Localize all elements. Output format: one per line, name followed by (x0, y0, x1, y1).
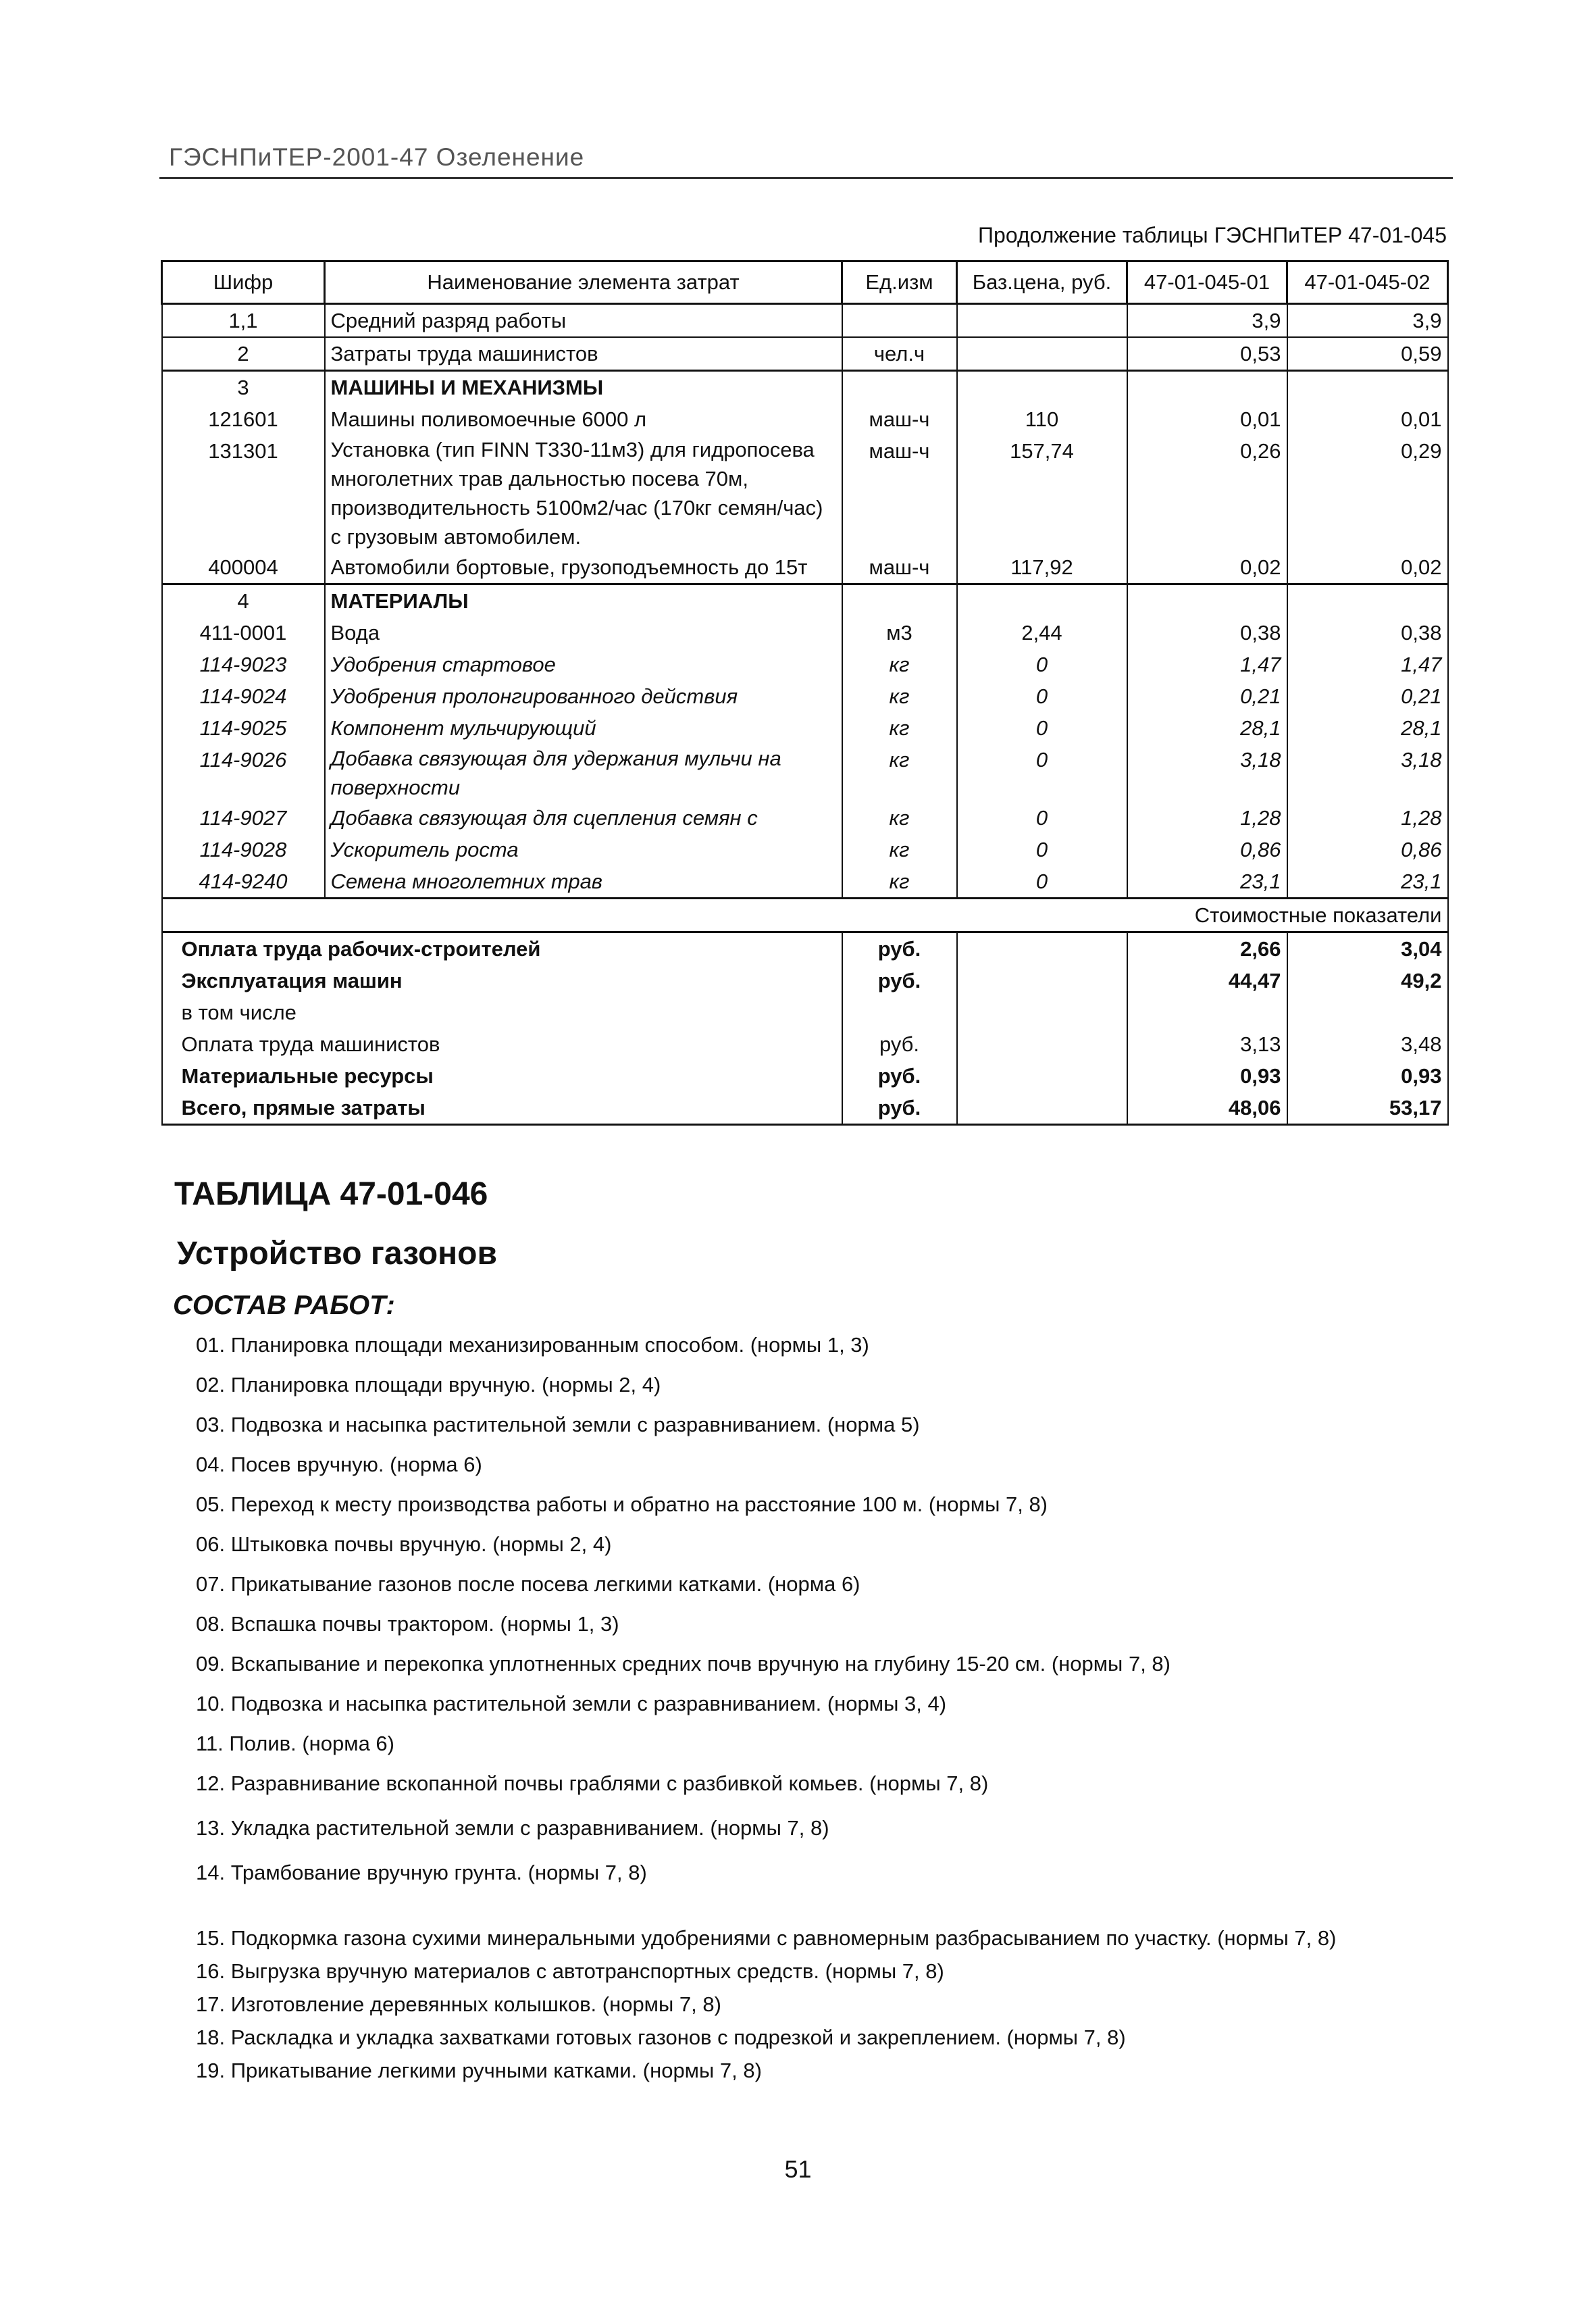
work-item: 07. Прикатывание газонов после посева легкими катками. (норма 6) (196, 1572, 860, 1596)
cell-norm-02: 1,47 (1287, 649, 1448, 680)
cell-price: 0 (957, 649, 1127, 680)
table-row (162, 712, 1448, 744)
work-item: 16. Выгрузка вручную материалов с автотранспортных средств. (нормы 7, 8) (196, 1959, 944, 1983)
cell-code: 400004 (162, 551, 325, 584)
work-item: 10. Подвозка и насыпка растительной земли с разравниванием. (нормы 3, 4) (196, 1692, 947, 1715)
cost-norm-01 (1127, 997, 1287, 1028)
cell-price (957, 584, 1127, 618)
cell-unit (842, 304, 957, 338)
running-header: ГЭСНПиТЕР-2001-47 Озеленение (169, 143, 585, 171)
cost-unit (842, 997, 957, 1028)
table-row (162, 834, 1448, 865)
cell-norm-01 (1127, 371, 1287, 404)
cell-norm-01: 28,1 (1127, 712, 1287, 744)
cell-unit: кг (842, 680, 957, 712)
cost-norm-02: 49,2 (1287, 965, 1448, 997)
cost-row (162, 997, 1448, 1028)
cell-name: Машины поливомоечные 6000 л (325, 403, 842, 435)
cost-unit: руб. (842, 1092, 957, 1125)
cell-unit (842, 584, 957, 618)
table-row (162, 403, 1448, 435)
table-row (162, 865, 1448, 899)
cell-norm-01: 0,53 (1127, 337, 1287, 371)
column-header-price: Баз.цена, руб. (957, 261, 1127, 304)
cell-unit: кг (842, 802, 957, 834)
work-item: 04. Посев вручную. (норма 6) (196, 1453, 482, 1476)
work-item: 17. Изготовление деревянных колышков. (нормы 7, 8) (196, 1992, 721, 2016)
cost-row (162, 932, 1448, 965)
table-title: ТАБЛИЦА 47-01-046 (174, 1176, 488, 1212)
cell-norm-02: 0,38 (1287, 617, 1448, 649)
table-row (162, 617, 1448, 649)
cell-norm-02 (1287, 584, 1448, 618)
cost-name: Всего, прямые затраты (162, 1092, 842, 1125)
work-item: 18. Раскладка и укладка захватками готовых газонов с подрезкой и закреплением. (нормы 7, 8) (196, 2026, 1126, 2049)
cost-unit: руб. (842, 1028, 957, 1060)
cell-unit: кг (842, 834, 957, 865)
cell-name: Удобрения пролонгированного действия (325, 680, 842, 712)
cell-name: Установка (тип FINN T330-11м3) для гидропосева многолетних трав дальностью посева 70м, производительность 5100м2/час (170кг семян/час) с грузовым автомобилем. (325, 435, 842, 551)
cell-code: 414-9240 (162, 865, 325, 899)
cell-norm-02: 0,59 (1287, 337, 1448, 371)
cost-row (162, 1092, 1448, 1125)
work-item: 13. Укладка растительной земли с разравниванием. (нормы 7, 8) (196, 1816, 829, 1840)
resource-costs-table (161, 260, 1449, 1126)
cell-price (957, 337, 1127, 371)
cell-name: Семена многолетних трав (325, 865, 842, 899)
cost-norm-01: 0,93 (1127, 1060, 1287, 1092)
header-divider (159, 177, 1453, 179)
cell-code: 411-0001 (162, 617, 325, 649)
cell-price: 0 (957, 712, 1127, 744)
work-item: 02. Планировка площади вручную. (нормы 2, 4) (196, 1373, 661, 1397)
work-item: 12. Разравнивание вскопанной почвы граблями с разбивкой комьев. (нормы 7, 8) (196, 1771, 989, 1795)
cost-name: Оплата труда рабочих-строителей (162, 932, 842, 965)
cost-price-empty (957, 965, 1127, 997)
cell-group-name: МАТЕРИАЛЫ (325, 584, 842, 618)
cell-price: 0 (957, 680, 1127, 712)
cell-name: Добавка связующая для удержания мульчи на поверхности (325, 744, 842, 802)
cell-price: 110 (957, 403, 1127, 435)
table-row (162, 744, 1448, 802)
cell-name: Затраты труда машинистов (325, 337, 842, 371)
work-item: 01. Планировка площади механизированным способом. (нормы 1, 3) (196, 1333, 869, 1357)
cost-price-empty (957, 997, 1127, 1028)
cell-unit: маш-ч (842, 435, 957, 551)
cell-norm-01: 1,28 (1127, 802, 1287, 834)
table-continuation-caption: Продолжение таблицы ГЭСНПиТЕР 47-01-045 (978, 223, 1447, 247)
cell-norm-01: 0,26 (1127, 435, 1287, 551)
cell-unit: кг (842, 865, 957, 899)
cell-price: 117,92 (957, 551, 1127, 584)
work-item: 19. Прикатывание легкими ручными катками. (нормы 7, 8) (196, 2059, 762, 2082)
cell-price: 2,44 (957, 617, 1127, 649)
cell-price: 157,74 (957, 435, 1127, 551)
cell-name: Вода (325, 617, 842, 649)
cell-price (957, 371, 1127, 404)
cost-norm-01: 2,66 (1127, 932, 1287, 965)
cell-unit: маш-ч (842, 551, 957, 584)
cell-name: Добавка связующая для сцепления семян с (325, 802, 842, 834)
cell-norm-02: 0,86 (1287, 834, 1448, 865)
cost-norm-02: 0,93 (1287, 1060, 1448, 1092)
cell-name: Компонент мульчирующий (325, 712, 842, 744)
cell-norm-02: 0,01 (1287, 403, 1448, 435)
cell-norm-02: 0,29 (1287, 435, 1448, 551)
cell-norm-01: 0,38 (1127, 617, 1287, 649)
work-item: 03. Подвозка и насыпка растительной земли с разравниванием. (норма 5) (196, 1413, 920, 1436)
table-group-row (162, 584, 1448, 618)
table-row (162, 337, 1448, 371)
cell-price: 0 (957, 834, 1127, 865)
work-item: 11. Полив. (норма 6) (196, 1732, 395, 1755)
cost-name: в том числе (162, 997, 842, 1028)
table-row (162, 435, 1448, 551)
cell-code: 121601 (162, 403, 325, 435)
cost-price-empty (957, 1092, 1127, 1125)
cell-name: Ускоритель роста (325, 834, 842, 865)
cell-code: 4 (162, 584, 325, 618)
work-item: 08. Вспашка почвы трактором. (нормы 1, 3) (196, 1612, 619, 1636)
cell-unit: кг (842, 744, 957, 802)
cost-norm-01: 44,47 (1127, 965, 1287, 997)
cost-norm-02 (1287, 997, 1448, 1028)
work-item: 15. Подкормка газона сухими минеральными удобрениями с равномерным разбрасыванием по участку. (нормы 7, 8) (196, 1926, 1337, 1950)
cell-norm-01: 3,18 (1127, 744, 1287, 802)
cost-unit: руб. (842, 965, 957, 997)
work-item: 09. Вскапывание и перекопка уплотненных средних почв вручную на глубину 15-20 см. (нормы 7, 8) (196, 1652, 1170, 1676)
cost-indicators-heading: Стоимостные показатели (162, 899, 1448, 932)
cell-norm-01: 23,1 (1127, 865, 1287, 899)
cell-norm-01: 0,01 (1127, 403, 1287, 435)
cell-unit: чел.ч (842, 337, 957, 371)
cost-row (162, 965, 1448, 997)
cell-norm-01 (1127, 584, 1287, 618)
cell-unit: кг (842, 649, 957, 680)
cell-norm-02: 23,1 (1287, 865, 1448, 899)
work-item: 06. Штыковка почвы вручную. (нормы 2, 4) (196, 1532, 612, 1556)
table-row (162, 551, 1448, 584)
cell-norm-02 (1287, 371, 1448, 404)
cell-code: 3 (162, 371, 325, 404)
table-row (162, 802, 1448, 834)
column-header-name: Наименование элемента затрат (325, 261, 842, 304)
cell-norm-01: 0,86 (1127, 834, 1287, 865)
cost-name: Эксплуатация машин (162, 965, 842, 997)
table-group-row (162, 371, 1448, 404)
cell-group-name: МАШИНЫ И МЕХАНИЗМЫ (325, 371, 842, 404)
cell-norm-01: 3,9 (1127, 304, 1287, 338)
work-item: 05. Переход к месту производства работы и обратно на расстояние 100 м. (нормы 7, 8) (196, 1492, 1048, 1516)
cell-code: 114-9028 (162, 834, 325, 865)
cell-unit: м3 (842, 617, 957, 649)
cell-norm-01: 1,47 (1127, 649, 1287, 680)
cost-price-empty (957, 932, 1127, 965)
cell-name: Средний разряд работы (325, 304, 842, 338)
cell-norm-02: 28,1 (1287, 712, 1448, 744)
cell-code: 114-9026 (162, 744, 325, 802)
cell-unit: кг (842, 712, 957, 744)
cost-name: Материальные ресурсы (162, 1060, 842, 1092)
cost-norm-02: 53,17 (1287, 1092, 1448, 1125)
cost-unit: руб. (842, 1060, 957, 1092)
section-title: Устройство газонов (177, 1236, 497, 1272)
cell-price: 0 (957, 865, 1127, 899)
cost-norm-01: 3,13 (1127, 1028, 1287, 1060)
cell-code: 131301 (162, 435, 325, 551)
cell-code: 114-9025 (162, 712, 325, 744)
cost-norm-01: 48,06 (1127, 1092, 1287, 1125)
column-header-unit: Ед.изм (842, 261, 957, 304)
cell-price: 0 (957, 744, 1127, 802)
cell-unit (842, 371, 957, 404)
cell-price: 0 (957, 802, 1127, 834)
cost-name: Оплата труда машинистов (162, 1028, 842, 1060)
column-header-norm-01: 47-01-045-01 (1127, 261, 1287, 304)
cell-code: 1,1 (162, 304, 325, 338)
cost-indicators-heading-row (162, 899, 1448, 932)
cell-norm-02: 0,02 (1287, 551, 1448, 584)
table-row (162, 649, 1448, 680)
page-number: 51 (784, 2155, 812, 2183)
cost-unit: руб. (842, 932, 957, 965)
cell-name: Удобрения стартовое (325, 649, 842, 680)
cost-norm-02: 3,48 (1287, 1028, 1448, 1060)
cell-code: 114-9024 (162, 680, 325, 712)
cell-norm-02: 0,21 (1287, 680, 1448, 712)
cost-price-empty (957, 1060, 1127, 1092)
column-header-norm-02: 47-01-045-02 (1287, 261, 1448, 304)
column-header-code: Шифр (162, 261, 325, 304)
table-header-row (162, 261, 1448, 304)
work-item: 14. Трамбование вручную грунта. (нормы 7, 8) (196, 1861, 647, 1884)
cell-code: 2 (162, 337, 325, 371)
cell-name: Автомобили бортовые, грузоподъемность до 15т (325, 551, 842, 584)
cell-norm-01: 0,02 (1127, 551, 1287, 584)
cell-norm-02: 3,18 (1287, 744, 1448, 802)
cost-row (162, 1060, 1448, 1092)
cell-code: 114-9027 (162, 802, 325, 834)
cell-norm-01: 0,21 (1127, 680, 1287, 712)
cell-norm-02: 1,28 (1287, 802, 1448, 834)
cell-unit: маш-ч (842, 403, 957, 435)
cost-row (162, 1028, 1448, 1060)
cost-price-empty (957, 1028, 1127, 1060)
cell-price (957, 304, 1127, 338)
cell-norm-02: 3,9 (1287, 304, 1448, 338)
cell-code: 114-9023 (162, 649, 325, 680)
table-row (162, 304, 1448, 338)
table-row (162, 680, 1448, 712)
works-heading: СОСТАВ РАБОТ: (173, 1290, 395, 1320)
cost-norm-02: 3,04 (1287, 932, 1448, 965)
